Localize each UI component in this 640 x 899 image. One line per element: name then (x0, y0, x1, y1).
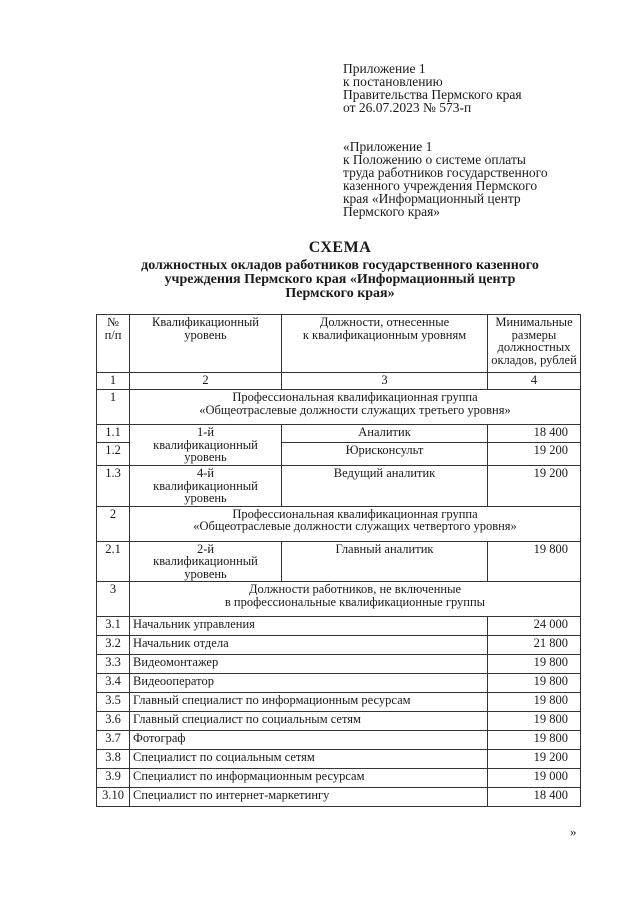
position: Специалист по информационным ресурсам (130, 769, 488, 788)
qualification-level: 4-й квалификационный уровень (130, 466, 282, 507)
table-row (97, 655, 581, 674)
salary: 19 800 (488, 674, 581, 693)
group-title: Должности работников, не включенные в профессиональные квалификационные группы (130, 582, 581, 617)
salary: 21 800 (488, 636, 581, 655)
row-num: 3.10 (97, 788, 130, 807)
position: Главный специалист по социальным сетям (130, 712, 488, 731)
row-num: 3.4 (97, 674, 130, 693)
appendix-header (343, 62, 613, 114)
salary: 19 200 (488, 750, 581, 769)
group-row (97, 582, 581, 617)
inner-appendix-line: края «Информационный центр (343, 191, 521, 206)
table-row (97, 788, 581, 807)
appendix-line: Приложение 1 (343, 61, 426, 76)
row-num: 3.8 (97, 750, 130, 769)
header-salary: Минимальные размеры должностных окладов, рублей (488, 315, 581, 373)
column-number-row (97, 373, 581, 390)
colnum: 1 (97, 373, 130, 390)
position: Ведущий аналитик (282, 466, 488, 507)
group-num: 3 (97, 582, 130, 617)
appendix-line: к постановлению (343, 74, 443, 89)
subtitle-line: должностных окладов работников государственного казенного (141, 258, 539, 273)
table-header-row (97, 315, 581, 373)
position: Главный аналитик (282, 541, 488, 582)
table-row (97, 674, 581, 693)
inner-appendix-line: труда работников государственного (343, 165, 548, 180)
table-row (97, 617, 581, 636)
table-row (97, 466, 581, 507)
position: Специалист по интернет-маркетингу (130, 788, 488, 807)
table-row (97, 750, 581, 769)
colnum: 4 (488, 373, 581, 390)
salary: 19 000 (488, 769, 581, 788)
table-row (97, 769, 581, 788)
row-num: 3.9 (97, 769, 130, 788)
inner-appendix-line: казенного учреждения Пермского (343, 178, 538, 193)
document-title: СХЕМА (308, 239, 372, 256)
table-row (97, 693, 581, 712)
group-row (97, 506, 581, 541)
position: Аналитик (282, 425, 488, 443)
table-row (97, 636, 581, 655)
table-row (97, 712, 581, 731)
qualification-level: 1-й квалификационный уровень (130, 425, 282, 466)
row-num: 3.7 (97, 731, 130, 750)
position: Начальник отдела (130, 636, 488, 655)
salary: 19 200 (488, 443, 581, 466)
inner-appendix-header (343, 140, 613, 218)
table-row (97, 731, 581, 750)
group-row (97, 390, 581, 425)
group-title: Профессиональная квалификационная группа «Общеотраслевые должности служащих четвертого уровня» (130, 506, 581, 541)
table-row (97, 425, 581, 443)
position: Начальник управления (130, 617, 488, 636)
row-num: 1.3 (97, 466, 130, 507)
position: Фотограф (130, 731, 488, 750)
salary: 24 000 (488, 617, 581, 636)
salary: 19 800 (488, 712, 581, 731)
subtitle-line: учреждения Пермского края «Информационный центр (164, 272, 516, 287)
group-title: Профессиональная квалификационная группа «Общеотраслевые должности служащих третьего уровня» (130, 390, 581, 425)
inner-appendix-line: к Положению о системе оплаты (343, 152, 526, 167)
row-num: 3.1 (97, 617, 130, 636)
salary: 19 200 (488, 466, 581, 507)
position: Главный специалист по информационным ресурсам (130, 693, 488, 712)
row-num: 1.1 (97, 425, 130, 443)
row-num: 3.5 (97, 693, 130, 712)
header-num: № п/п (97, 315, 130, 373)
salary: 19 800 (488, 693, 581, 712)
salary-scheme-table (96, 314, 581, 807)
salary: 18 400 (488, 425, 581, 443)
position: Видеомонтажер (130, 655, 488, 674)
row-num: 3.3 (97, 655, 130, 674)
colnum: 3 (282, 373, 488, 390)
closing-quote-mark: » (570, 824, 577, 839)
group-num: 1 (97, 390, 130, 425)
position: Видеооператор (130, 674, 488, 693)
qualification-level: 2-й квалификационный уровень (130, 541, 282, 582)
row-num: 3.2 (97, 636, 130, 655)
salary: 19 800 (488, 655, 581, 674)
salary: 18 400 (488, 788, 581, 807)
table-row (97, 541, 581, 582)
subtitle-line: Пермского края» (285, 286, 395, 301)
salary: 19 800 (488, 731, 581, 750)
appendix-line: от 26.07.2023 № 573-п (343, 100, 472, 115)
document-subtitle (80, 259, 600, 301)
colnum: 2 (130, 373, 282, 390)
inner-appendix-line: «Приложение 1 (343, 139, 433, 154)
header-positions: Должности, отнесенные к квалификационным уровням (282, 315, 488, 373)
appendix-line: Правительства Пермского края (343, 87, 522, 102)
row-num: 3.6 (97, 712, 130, 731)
header-level: Квалификационный уровень (130, 315, 282, 373)
group-num: 2 (97, 506, 130, 541)
row-num: 1.2 (97, 443, 130, 466)
inner-appendix-line: Пермского края» (343, 204, 441, 219)
position: Юрисконсульт (282, 443, 488, 466)
row-num: 2.1 (97, 541, 130, 582)
position: Специалист по социальным сетям (130, 750, 488, 769)
salary: 19 800 (488, 541, 581, 582)
